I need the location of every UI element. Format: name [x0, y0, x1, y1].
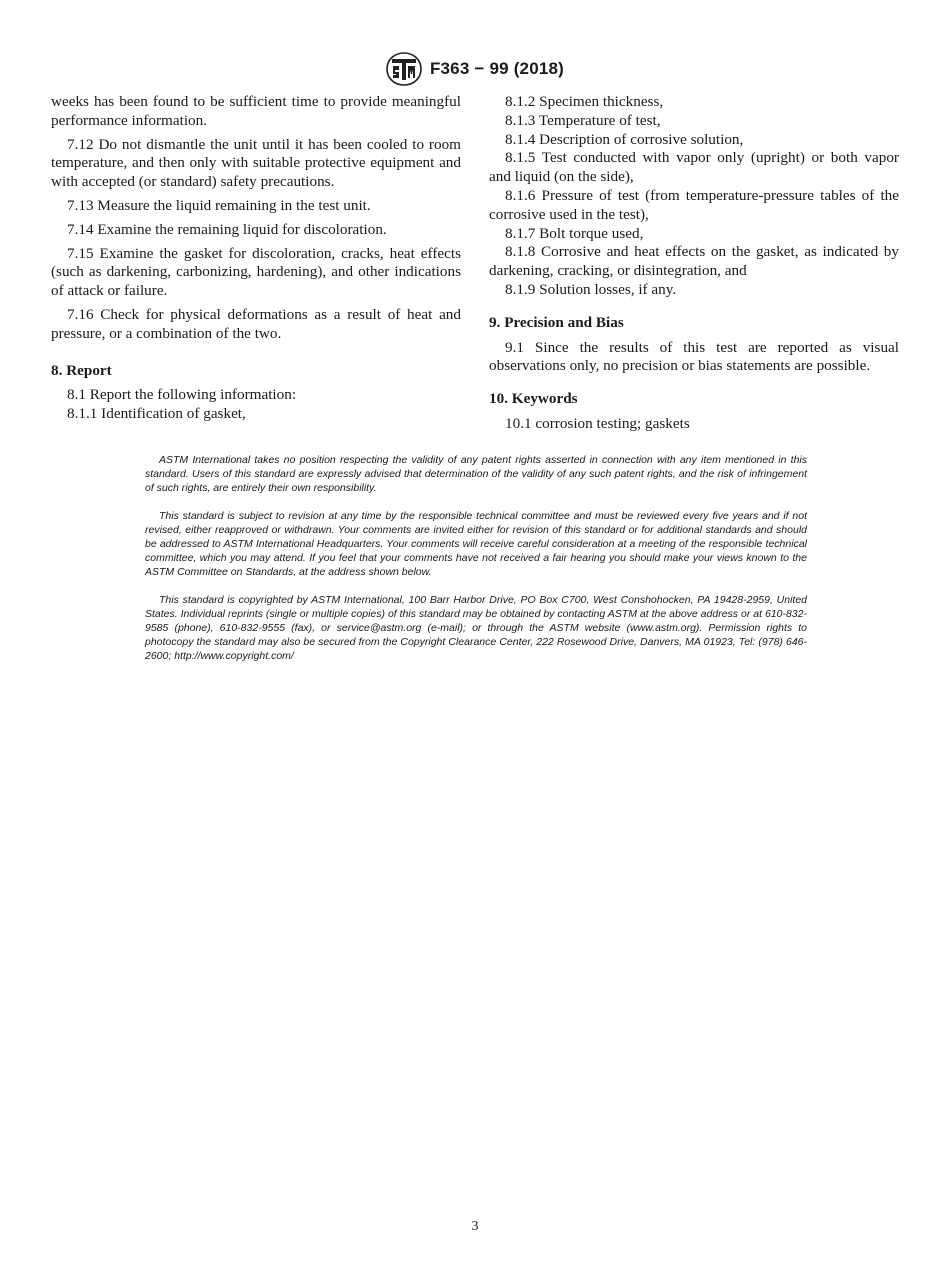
paragraph-8-1-1: 8.1.1 Identification of gasket, — [67, 405, 246, 423]
paragraph-8-1-6: 8.1.6 Pressure of test (from temperature-pressure tables of the corrosive used in the test), — [489, 186, 899, 223]
paragraph-8-1: 8.1 Report the following information: — [67, 386, 297, 404]
legal-footer — [145, 453, 807, 677]
paragraph-8-1-5: 8.1.5 Test conducted with vapor only (upright) or both vapor and liquid (on the side), — [489, 149, 899, 186]
astm-logo-icon — [386, 52, 422, 86]
paragraph-7-11-continuation: weeks has been found to be sufficient time to provide meaningful performance information. — [51, 93, 461, 129]
section-heading-precision-bias: 9. Precision and Bias — [489, 313, 624, 331]
paragraph-7-14: 7.14 Examine the remaining liquid for discoloration. — [67, 220, 387, 238]
patent-notice: ASTM International takes no position respecting the validity of any patent rights asserted in connection with any item mentioned in this standard. Users of this standard are expressly advised that determination of the validity of any such patent rights, and the risk of infringement of such rights, are entirely their own responsibility. — [145, 454, 807, 494]
paragraph-7-15: 7.15 Examine the gasket for discoloration, cracks, heat effects (such as darkening, carbonizing, hardening), and other indications of attack or failure. — [51, 244, 461, 300]
left-column — [51, 93, 461, 424]
paragraph-7-13: 7.13 Measure the liquid remaining in the test unit. — [67, 196, 371, 214]
paragraph-10-1: 10.1 corrosion testing; gaskets — [505, 414, 690, 432]
page-header — [0, 52, 950, 86]
paragraph-8-1-7: 8.1.7 Bolt torque used, — [505, 224, 644, 242]
paragraph-8-1-4: 8.1.4 Description of corrosive solution, — [505, 130, 744, 148]
paragraph-7-12: 7.12 Do not dismantle the unit until it has been cooled to room temperature, and then only with suitable protective equipment and with accepted (or standard) safety precautions. — [51, 135, 461, 191]
section-heading-report: 8. Report — [51, 361, 112, 379]
right-column — [489, 93, 899, 434]
paragraph-9-1: 9.1 Since the results of this test are reported as visual observations only, no precision or bias statements are possible. — [489, 338, 899, 375]
paragraph-7-16: 7.16 Check for physical deformations as a result of heat and pressure, or a combination of the two. — [51, 305, 461, 342]
paragraph-8-1-8: 8.1.8 Corrosive and heat effects on the gasket, as indicated by darkening, cracking, or disintegration, and — [489, 243, 899, 280]
section-heading-keywords: 10. Keywords — [489, 390, 578, 408]
copyright-notice: This standard is copyrighted by ASTM International, 100 Barr Harbor Drive, PO Box C700, West Conshohocken, PA 19428-2959, United States. Individual reprints (single or multiple copies) of this standard may be obtained by contacting ASTM at the above address or at 610-832-9585 (phone), 610-832-9555 (fax), or service@astm.org (e-mail); or through the ASTM website (www.astm.org). Permission rights to photocopy the standard may also be secured from the Copyright Clearance Center, 222 Rosewood Drive, Danvers, MA 01923, Tel: (978) 646-2600; http://www.copyright.com/ — [145, 594, 807, 662]
page-number: 3 — [471, 1219, 479, 1234]
paragraph-8-1-9: 8.1.9 Solution losses, if any. — [505, 280, 677, 298]
paragraph-8-1-3: 8.1.3 Temperature of test, — [505, 111, 661, 129]
document-designation: F363 − 99 (2018) — [429, 59, 565, 78]
revision-notice: This standard is subject to revision at any time by the responsible technical committee and must be reviewed every five years and if not revised, either reapproved or withdrawn. Your comments are invited either for revision of this standard or for additional standards and should be addressed to ASTM International Headquarters. Your comments will receive careful consideration at a meeting of the responsible technical committee, which you may attend. If you feel that your comments have not received a fair hearing you should make your views known to the ASTM Committee on Standards, at the address shown below. — [145, 510, 807, 578]
paragraph-8-1-2: 8.1.2 Specimen thickness, — [505, 93, 664, 110]
